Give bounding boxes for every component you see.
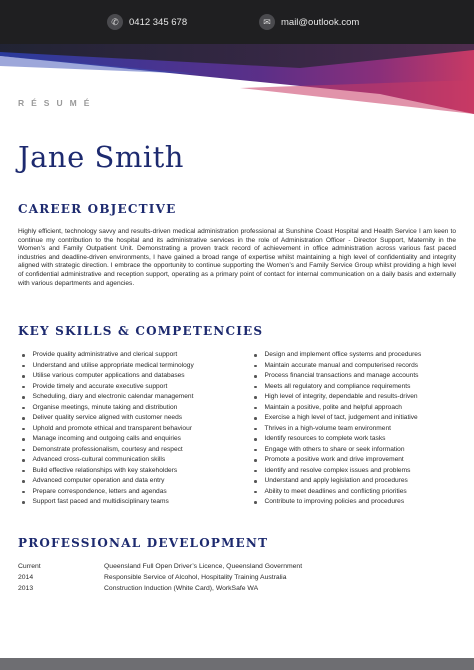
pd-item: Queensland Full Open Driver’s Licence, Queensland Government [104,563,303,570]
bullet-icon [254,407,257,410]
pd-date: Current [18,563,41,570]
email-icon: ✉ [259,14,275,30]
skill-item [22,487,194,498]
skill-text: Identify resources to complete work tasks [264,435,386,442]
skill-text: Demonstrate professionalism, courtesy and respect [32,445,183,453]
skill-text: Maintain a positive, polite and helpful approach [264,403,402,411]
skill-text: Provide timely and accurate executive support [32,382,168,390]
header-bar [0,0,474,44]
bullet-icon [254,459,257,462]
pd-row [18,583,302,594]
bullet-icon [254,428,257,431]
skill-text: Build effective relationships with key stakeholders [32,466,178,474]
skill-item [22,424,194,435]
bullet-icon [254,480,257,483]
skill-item [254,466,421,477]
bullet-icon [254,386,257,389]
skill-item [22,466,194,477]
skill-text: Design and implement office systems and procedures [264,351,422,358]
bullet-icon [254,417,257,420]
skill-text: Provide quality administrative and clerical support [32,351,178,358]
bullet-icon [22,365,25,368]
gradient-banner [0,44,474,120]
skill-text: Exercise a high level of tact, judgement and initiative [264,414,418,421]
skill-text: Maintain accurate manual and computerised records [264,361,419,369]
skill-item [254,476,421,487]
skill-item [22,434,194,445]
skill-item [22,350,194,361]
skill-text: Manage incoming and outgoing calls and enquiries [32,435,181,442]
skill-item [254,361,421,372]
pd-item: Responsible Service of Alcohol, Hospitality Training Australia [104,574,287,581]
bullet-icon [254,449,257,452]
pd-item: Construction Induction (White Card), WorkSafe WA [104,585,259,592]
skill-text: Advanced cross-cultural communication skills [32,456,166,463]
candidate-name: Jane Smith [18,140,184,174]
skill-item [254,382,421,393]
skill-item [22,476,194,487]
bullet-icon [22,491,25,494]
phone-contact [107,13,187,31]
skill-item [22,445,194,456]
resume-label: RÉSUMÉ [18,98,97,108]
bullet-icon [254,470,257,473]
bullet-icon [22,459,25,462]
skills-list-right [254,350,421,508]
skill-text: Deliver quality service aligned with customer needs [32,414,183,421]
skill-item [22,497,194,508]
skill-item [254,350,421,361]
skill-text: Thrives in a high-volume team environment [264,424,391,432]
bullet-icon [254,396,257,399]
skill-text: Scheduling, diary and electronic calendar management [32,393,194,400]
skill-text: Contribute to improving policies and procedures [264,498,405,505]
skill-text: High level of integrity, dependable and results-driven [264,393,418,400]
bullet-icon [254,501,257,504]
skill-text: Organise meetings, minute taking and distribution [32,403,178,411]
bullet-icon [254,491,257,494]
skill-item [22,392,194,403]
bullet-icon [22,417,25,420]
skill-text: Advanced computer operation and data entry [32,477,165,484]
skill-item [254,455,421,466]
bullet-icon [22,428,25,431]
skill-text: Identify and resolve complex issues and problems [264,466,411,474]
skill-item [254,392,421,403]
skill-text: Uphold and promote ethical and transparent behaviour [32,424,192,432]
email-address: mail@outlook.com [281,16,360,28]
skills-list-left [22,350,194,508]
career-objective-heading: CAREER OBJECTIVE [18,202,177,216]
email-contact [259,13,359,31]
skill-text: Meets all regulatory and compliance requirements [264,382,411,390]
skill-text: Understand and apply legislation and procedures [264,477,408,484]
skill-item [254,413,421,424]
career-objective-text: Highly efficient, technology savvy and results-driven medical administration professional at Sunshine Coast Hospital and Health Service I am keen to continue my contribution to the hospital and its administrative services in the role of Administration Officer - Director Support, Maternity in the Women’s and Family Outpatient Unit. Demonstrating a proven track record of achievement in office administration across various fast paced industries and deadline-driven environments, I have gained a broad range of expertise whilst maintaining a high level of confidentiality and integrity aligned with strategic direction. I embrace the opportunity to continue supporting the Women’s and Family Service Group whilst providing a high level of confidential administrative and reception support, operating as a primary point of contact for internal communication on a daily basis and externally with various departments and agencies. [18,228,456,287]
skill-item [254,424,421,435]
bullet-icon [22,480,25,483]
bullet-icon [22,375,25,378]
skill-item [254,403,421,414]
bullet-icon [22,449,25,452]
phone-icon: ✆ [107,14,123,30]
bullet-icon [22,396,25,399]
skill-text: Process financial transactions and manage accounts [264,372,419,379]
bullet-icon [22,354,25,357]
footer-bar [0,658,474,670]
skill-text: Prepare correspondence, letters and agendas [32,487,167,495]
pd-row [18,561,302,572]
pd-date: 2013 [18,585,34,592]
phone-number: 0412 345 678 [129,16,188,28]
professional-development-table [18,561,302,594]
skill-item [22,403,194,414]
pd-date: 2014 [18,574,34,581]
professional-development-heading: PROFESSIONAL DEVELOPMENT [18,536,269,550]
bullet-icon [254,354,257,357]
bullet-icon [254,375,257,378]
skill-item [22,413,194,424]
bullet-icon [22,438,25,441]
skills-heading: KEY SKILLS & COMPETENCIES [18,324,264,338]
skill-text: Engage with others to share or seek information [264,445,405,453]
bullet-icon [22,386,25,389]
skill-item [22,361,194,372]
bullet-icon [22,501,25,504]
skill-item [22,371,194,382]
skill-item [22,382,194,393]
skill-text: Promote a positive work and drive improvement [264,456,404,463]
skill-text: Understand and utilise appropriate medical terminology [32,361,194,369]
skill-text: Ability to meet deadlines and conflicting priorities [264,487,407,495]
pd-row [18,572,302,583]
bullet-icon [254,438,257,441]
skill-item [254,445,421,456]
skill-item [254,371,421,382]
bullet-icon [254,365,257,368]
skill-item [254,487,421,498]
skill-item [254,497,421,508]
skill-text: Support fast paced and multidisciplinary teams [32,498,169,505]
skill-item [22,455,194,466]
bullet-icon [22,470,25,473]
skill-text: Utilise various computer applications and databases [32,372,185,379]
skill-item [254,434,421,445]
bullet-icon [22,407,25,410]
